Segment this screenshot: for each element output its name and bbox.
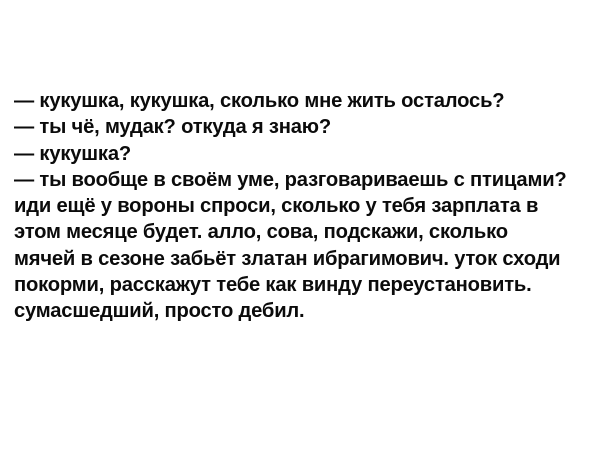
text-line: сумасшедший, просто дебил.	[14, 299, 305, 323]
text-line: — ты вообще в своём уме, разговариваешь с птицами?	[14, 167, 567, 191]
text-line: покорми, расскажут тебе как винду переустановить.	[14, 273, 532, 297]
text-line: мячей в сезоне забьёт златан ибрагимович. уток сходи	[14, 246, 561, 270]
joke-text-block	[14, 88, 592, 325]
text-line: иди ещё у вороны спроси, сколько у тебя зарплата в	[14, 194, 539, 218]
text-line: — ты чё, мудак? откуда я знаю?	[14, 115, 331, 139]
text-line: этом месяце будет. алло, сова, подскажи, сколько	[14, 220, 508, 244]
text-line: — кукушка?	[14, 141, 132, 165]
text-line: — кукушка, кукушка, сколько мне жить осталось?	[14, 89, 505, 112]
